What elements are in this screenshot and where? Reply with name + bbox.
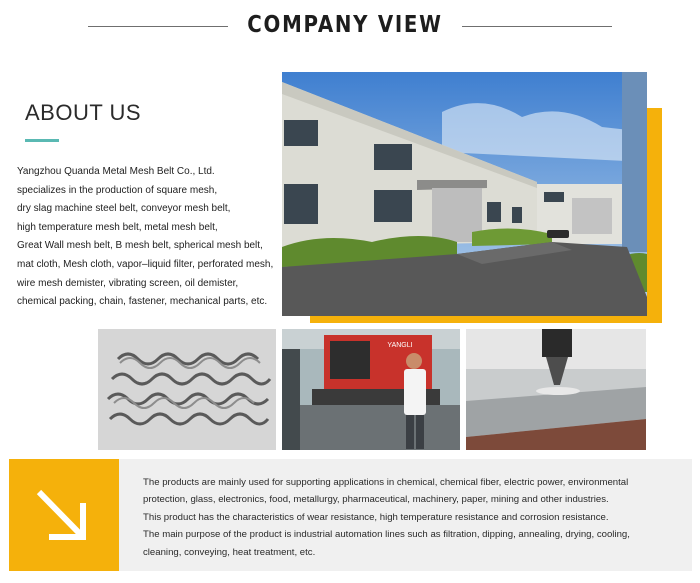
about-line: high temperature mesh belt, metal mesh belt, <box>17 221 218 233</box>
about-line: specializes in the production of square mesh, <box>17 184 218 196</box>
page-title: COMPANY VIEW <box>247 12 443 38</box>
about-line: chemical packing, chain, fastener, mechanical parts, etc. <box>17 296 268 308</box>
about-line: Great Wall mesh belt, B mesh belt, spherical mesh belt, <box>17 240 263 252</box>
header-rule-left <box>88 26 228 27</box>
mesh-illustration <box>98 329 276 450</box>
about-paragraph <box>17 163 287 312</box>
workshop-machine-photo <box>282 329 460 450</box>
description-text <box>143 474 683 561</box>
about-line: dry slag machine steel belt, conveyor mesh belt, <box>17 203 231 215</box>
description-line: protection, glass, electronics, food, metallurgy, pharmaceutical, machinery, paper, mining and other industries. <box>143 494 609 506</box>
arrow-glyph <box>9 459 119 571</box>
about-line: wire mesh demister, vibrating screen, oil demister, <box>17 277 239 289</box>
header-rule-right <box>462 26 612 27</box>
drilling-plate-photo <box>466 329 646 450</box>
about-line: mat cloth, Mesh cloth, vapor–liquid filter, perforated mesh, <box>17 258 274 270</box>
description-line: The products are mainly used for supporting applications in chemical, chemical fiber, electric power, environmental <box>143 477 629 488</box>
description-line: The main purpose of the product is industrial automation lines such as filtration, dipping, annealing, drying, cooling, <box>143 529 630 541</box>
factory-building-photo <box>282 72 647 316</box>
description-line: cleaning, conveying, heat treatment, etc. <box>143 546 316 558</box>
about-underline <box>25 139 59 142</box>
about-heading: ABOUT US <box>25 100 142 125</box>
wire-mesh-belt-photo <box>98 329 276 450</box>
description-line: This product has the characteristics of wear resistance, high temperature resistance and corrosion resistance. <box>143 511 609 523</box>
drill-illustration <box>466 329 646 450</box>
about-line: Yangzhou Quanda Metal Mesh Belt Co., Ltd. <box>17 166 215 177</box>
factory-illustration <box>282 72 647 316</box>
machine-illustration <box>282 329 460 450</box>
machine-sign-text: YANGLI <box>387 342 413 349</box>
arrow-down-right-icon <box>9 459 119 571</box>
